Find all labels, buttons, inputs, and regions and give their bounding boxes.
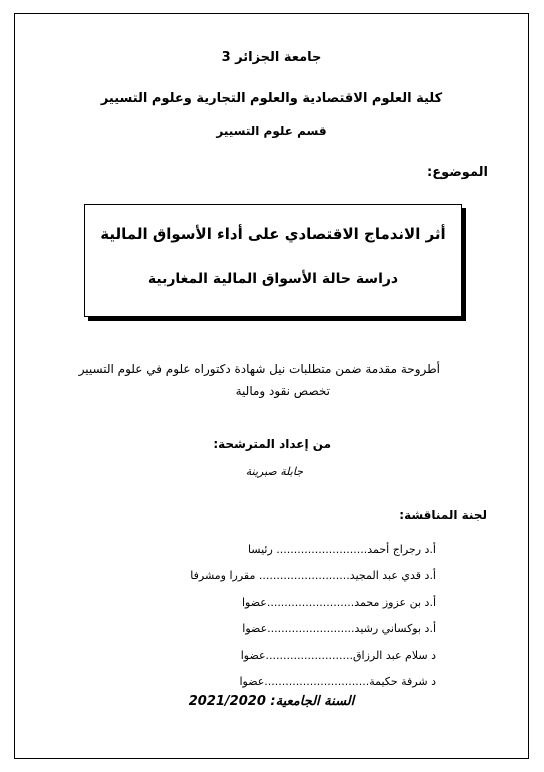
- subject-label: الموضوع:: [427, 165, 488, 180]
- committee-member: د سلام عبد الرزاق.........................عضوا: [240, 648, 436, 662]
- title-box: [84, 204, 462, 317]
- committee-member: أ.د رجراج أحمد.......................... رئيسا: [247, 543, 436, 556]
- prepared-by-label: من إعداد المترشحة:: [213, 437, 331, 451]
- department-name: قسم علوم التسيير: [216, 124, 327, 138]
- faculty-name: كلية العلوم الاقتصادية والعلوم التجارية وعلوم التسيير: [100, 91, 443, 106]
- specialization: تخصص نقود ومالية: [235, 384, 330, 398]
- candidate-name: جابلة صبرينة: [245, 465, 303, 478]
- committee-member: أ.د بوكساني رشيد.........................عضوا: [242, 622, 436, 636]
- committee-member: أ.د بن عزوز محمد.........................عضوا: [241, 595, 436, 609]
- thesis-title: أثر الاندماج الاقتصادي على أداء الأسواق المالية: [100, 225, 446, 243]
- university-name: جامعة الجزائر 3: [221, 50, 322, 65]
- committee-label: لجنة المناقشة:: [399, 508, 487, 522]
- committee-member: أ.د قدي عبد المجيد.......................... مقررا ومشرفا: [190, 569, 436, 583]
- committee-member: د شرفة حكيمة..............................عضوا: [239, 674, 436, 688]
- thesis-subtitle: دراسة حالة الأسواق المالية المغاربية: [147, 271, 399, 287]
- committee-list: [76, 543, 436, 701]
- thesis-description: أطروحة مقدمة ضمن متطلبات نيل شهادة دكتوراه علوم في علوم التسيير: [78, 362, 440, 376]
- academic-year: السنة الجامعية: 2021/2020: [188, 694, 355, 709]
